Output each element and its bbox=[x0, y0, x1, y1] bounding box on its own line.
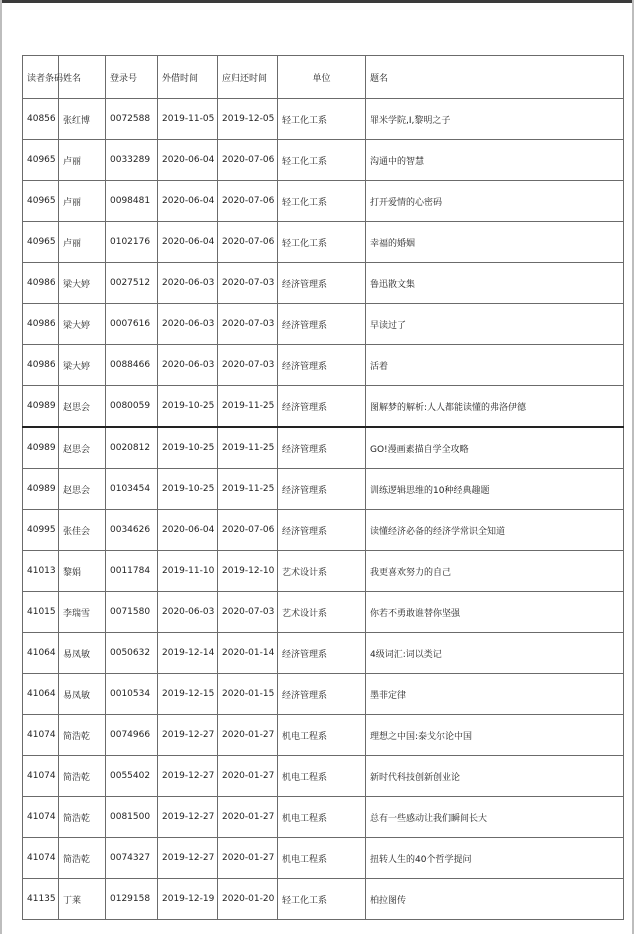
cell-loan-date: 2019-10-25 bbox=[158, 386, 218, 428]
table-row bbox=[23, 427, 624, 469]
header-row bbox=[23, 56, 624, 99]
cell-loan-date: 2020-06-04 bbox=[158, 222, 218, 263]
cell-reader-barcode: 40965 bbox=[23, 140, 59, 181]
cell-title: 4级词汇:词以类记 bbox=[366, 633, 624, 674]
cell-name: 易凤敏 bbox=[59, 674, 106, 715]
header-name: 姓名 bbox=[59, 56, 106, 99]
cell-loan-date: 2019-12-19 bbox=[158, 879, 218, 920]
cell-name: 简浩乾 bbox=[59, 838, 106, 879]
cell-name: 张红博 bbox=[59, 99, 106, 140]
cell-loan-date: 2019-12-14 bbox=[158, 633, 218, 674]
cell-name: 赵思会 bbox=[59, 427, 106, 469]
cell-department: 经济管理系 bbox=[278, 386, 366, 428]
table-row bbox=[23, 99, 624, 140]
cell-accession-number: 0103454 bbox=[106, 469, 158, 510]
cell-title: 理想之中国:泰戈尔论中国 bbox=[366, 715, 624, 756]
cell-department: 艺术设计系 bbox=[278, 551, 366, 592]
cell-reader-barcode: 41013 bbox=[23, 551, 59, 592]
cell-title: 罪米学院,I,黎明之子 bbox=[366, 99, 624, 140]
cell-reader-barcode: 40986 bbox=[23, 304, 59, 345]
table-row bbox=[23, 756, 624, 797]
cell-accession-number: 0055402 bbox=[106, 756, 158, 797]
cell-name: 卢丽 bbox=[59, 222, 106, 263]
cell-accession-number: 0074327 bbox=[106, 838, 158, 879]
cell-due-date: 2020-01-20 bbox=[218, 879, 278, 920]
cell-title: 新时代科技创新创业论 bbox=[366, 756, 624, 797]
table-row bbox=[23, 797, 624, 838]
cell-due-date: 2019-12-05 bbox=[218, 99, 278, 140]
table-row bbox=[23, 551, 624, 592]
cell-name: 卢丽 bbox=[59, 181, 106, 222]
cell-title: 早读过了 bbox=[366, 304, 624, 345]
cell-accession-number: 0020812 bbox=[106, 427, 158, 469]
cell-due-date: 2020-07-06 bbox=[218, 222, 278, 263]
cell-department: 经济管理系 bbox=[278, 510, 366, 551]
cell-reader-barcode: 40965 bbox=[23, 181, 59, 222]
cell-loan-date: 2019-11-05 bbox=[158, 99, 218, 140]
header-loan-date: 外借时间 bbox=[158, 56, 218, 99]
cell-reader-barcode: 40989 bbox=[23, 469, 59, 510]
cell-loan-date: 2019-10-25 bbox=[158, 469, 218, 510]
cell-title: 你若不勇敢谁替你坚强 bbox=[366, 592, 624, 633]
cell-title: 训练逻辑思维的10种经典趣题 bbox=[366, 469, 624, 510]
cell-loan-date: 2019-11-10 bbox=[158, 551, 218, 592]
cell-title: 图解梦的解析:人人都能读懂的弗洛伊德 bbox=[366, 386, 624, 428]
cell-due-date: 2019-11-25 bbox=[218, 427, 278, 469]
cell-reader-barcode: 40995 bbox=[23, 510, 59, 551]
cell-loan-date: 2019-12-15 bbox=[158, 674, 218, 715]
table-row bbox=[23, 140, 624, 181]
table-row bbox=[23, 510, 624, 551]
cell-due-date: 2020-01-27 bbox=[218, 715, 278, 756]
cell-accession-number: 0034626 bbox=[106, 510, 158, 551]
cell-loan-date: 2019-10-25 bbox=[158, 427, 218, 469]
cell-title: 总有一些感动让我们瞬间长大 bbox=[366, 797, 624, 838]
loan-records-table bbox=[22, 55, 624, 920]
cell-title: 沟通中的智慧 bbox=[366, 140, 624, 181]
cell-accession-number: 0081500 bbox=[106, 797, 158, 838]
cell-loan-date: 2019-12-27 bbox=[158, 715, 218, 756]
cell-title: 扭转人生的40个哲学提问 bbox=[366, 838, 624, 879]
table-row bbox=[23, 592, 624, 633]
table-row bbox=[23, 879, 624, 920]
cell-department: 机电工程系 bbox=[278, 797, 366, 838]
cell-due-date: 2020-01-27 bbox=[218, 756, 278, 797]
cell-reader-barcode: 41064 bbox=[23, 674, 59, 715]
table-row bbox=[23, 263, 624, 304]
cell-title: 鲁迅散文集 bbox=[366, 263, 624, 304]
cell-accession-number: 0010534 bbox=[106, 674, 158, 715]
cell-name: 赵思会 bbox=[59, 386, 106, 428]
cell-due-date: 2020-07-06 bbox=[218, 510, 278, 551]
cell-reader-barcode: 40856 bbox=[23, 99, 59, 140]
cell-department: 经济管理系 bbox=[278, 345, 366, 386]
cell-loan-date: 2019-12-27 bbox=[158, 797, 218, 838]
cell-loan-date: 2020-06-03 bbox=[158, 263, 218, 304]
cell-accession-number: 0007616 bbox=[106, 304, 158, 345]
cell-name: 简浩乾 bbox=[59, 797, 106, 838]
table-row bbox=[23, 222, 624, 263]
table-row bbox=[23, 181, 624, 222]
cell-reader-barcode: 41074 bbox=[23, 715, 59, 756]
cell-loan-date: 2020-06-03 bbox=[158, 304, 218, 345]
cell-reader-barcode: 41015 bbox=[23, 592, 59, 633]
cell-department: 轻工化工系 bbox=[278, 99, 366, 140]
top-border bbox=[0, 0, 634, 3]
cell-name: 梁大婷 bbox=[59, 263, 106, 304]
cell-name: 简浩乾 bbox=[59, 715, 106, 756]
cell-accession-number: 0074966 bbox=[106, 715, 158, 756]
cell-accession-number: 0129158 bbox=[106, 879, 158, 920]
cell-loan-date: 2020-06-04 bbox=[158, 181, 218, 222]
cell-name: 易凤敏 bbox=[59, 633, 106, 674]
cell-due-date: 2020-01-14 bbox=[218, 633, 278, 674]
cell-loan-date: 2019-12-27 bbox=[158, 756, 218, 797]
table-row bbox=[23, 386, 624, 428]
cell-title: GO!漫画素描自学全攻略 bbox=[366, 427, 624, 469]
cell-department: 经济管理系 bbox=[278, 469, 366, 510]
cell-title: 柏拉图传 bbox=[366, 879, 624, 920]
cell-due-date: 2020-01-15 bbox=[218, 674, 278, 715]
cell-department: 轻工化工系 bbox=[278, 222, 366, 263]
table-row bbox=[23, 715, 624, 756]
cell-accession-number: 0033289 bbox=[106, 140, 158, 181]
cell-department: 经济管理系 bbox=[278, 304, 366, 345]
cell-reader-barcode: 40989 bbox=[23, 386, 59, 428]
cell-accession-number: 0050632 bbox=[106, 633, 158, 674]
cell-name: 黎娟 bbox=[59, 551, 106, 592]
cell-due-date: 2020-07-03 bbox=[218, 304, 278, 345]
table-row bbox=[23, 469, 624, 510]
header-due-date: 应归还时间 bbox=[218, 56, 278, 99]
table-row bbox=[23, 633, 624, 674]
cell-reader-barcode: 41064 bbox=[23, 633, 59, 674]
header-accession-number: 登录号 bbox=[106, 56, 158, 99]
cell-department: 机电工程系 bbox=[278, 715, 366, 756]
cell-due-date: 2020-01-27 bbox=[218, 797, 278, 838]
cell-due-date: 2020-07-06 bbox=[218, 140, 278, 181]
cell-reader-barcode: 40986 bbox=[23, 345, 59, 386]
cell-loan-date: 2020-06-04 bbox=[158, 510, 218, 551]
cell-title: 活着 bbox=[366, 345, 624, 386]
cell-department: 艺术设计系 bbox=[278, 592, 366, 633]
cell-department: 轻工化工系 bbox=[278, 181, 366, 222]
cell-due-date: 2019-11-25 bbox=[218, 386, 278, 428]
table-row bbox=[23, 838, 624, 879]
cell-department: 轻工化工系 bbox=[278, 140, 366, 181]
cell-name: 简浩乾 bbox=[59, 756, 106, 797]
cell-title: 打开爱情的心密码 bbox=[366, 181, 624, 222]
cell-department: 机电工程系 bbox=[278, 756, 366, 797]
cell-reader-barcode: 40965 bbox=[23, 222, 59, 263]
cell-accession-number: 0011784 bbox=[106, 551, 158, 592]
cell-reader-barcode: 41074 bbox=[23, 756, 59, 797]
cell-accession-number: 0027512 bbox=[106, 263, 158, 304]
cell-accession-number: 0098481 bbox=[106, 181, 158, 222]
cell-due-date: 2020-07-03 bbox=[218, 263, 278, 304]
cell-reader-barcode: 41074 bbox=[23, 797, 59, 838]
cell-loan-date: 2020-06-03 bbox=[158, 345, 218, 386]
cell-name: 赵思会 bbox=[59, 469, 106, 510]
cell-department: 经济管理系 bbox=[278, 674, 366, 715]
cell-accession-number: 0072588 bbox=[106, 99, 158, 140]
cell-title: 墨菲定律 bbox=[366, 674, 624, 715]
header-title: 题名 bbox=[366, 56, 624, 99]
cell-reader-barcode: 41074 bbox=[23, 838, 59, 879]
cell-accession-number: 0088466 bbox=[106, 345, 158, 386]
cell-name: 张佳会 bbox=[59, 510, 106, 551]
cell-due-date: 2020-07-03 bbox=[218, 592, 278, 633]
cell-title: 幸福的婚姻 bbox=[366, 222, 624, 263]
cell-due-date: 2019-12-10 bbox=[218, 551, 278, 592]
cell-loan-date: 2020-06-04 bbox=[158, 140, 218, 181]
cell-title: 读懂经济必备的经济学常识全知道 bbox=[366, 510, 624, 551]
cell-accession-number: 0071580 bbox=[106, 592, 158, 633]
cell-department: 机电工程系 bbox=[278, 838, 366, 879]
cell-department: 经济管理系 bbox=[278, 427, 366, 469]
cell-due-date: 2020-01-27 bbox=[218, 838, 278, 879]
cell-title: 我更喜欢努力的自己 bbox=[366, 551, 624, 592]
left-border bbox=[0, 0, 2, 934]
cell-accession-number: 0102176 bbox=[106, 222, 158, 263]
cell-name: 丁莱 bbox=[59, 879, 106, 920]
cell-due-date: 2020-07-06 bbox=[218, 181, 278, 222]
cell-department: 经济管理系 bbox=[278, 633, 366, 674]
cell-reader-barcode: 40989 bbox=[23, 427, 59, 469]
cell-loan-date: 2019-12-27 bbox=[158, 838, 218, 879]
header-reader-barcode: 读者条码 bbox=[23, 56, 59, 99]
cell-name: 李瑞雪 bbox=[59, 592, 106, 633]
table-row bbox=[23, 674, 624, 715]
cell-reader-barcode: 41135 bbox=[23, 879, 59, 920]
cell-department: 经济管理系 bbox=[278, 263, 366, 304]
table-row bbox=[23, 345, 624, 386]
cell-loan-date: 2020-06-03 bbox=[158, 592, 218, 633]
cell-due-date: 2020-07-03 bbox=[218, 345, 278, 386]
cell-accession-number: 0080059 bbox=[106, 386, 158, 428]
cell-due-date: 2019-11-25 bbox=[218, 469, 278, 510]
cell-name: 卢丽 bbox=[59, 140, 106, 181]
cell-name: 梁大婷 bbox=[59, 304, 106, 345]
cell-reader-barcode: 40986 bbox=[23, 263, 59, 304]
table-row bbox=[23, 304, 624, 345]
header-department: 单位 bbox=[278, 56, 366, 99]
cell-department: 轻工化工系 bbox=[278, 879, 366, 920]
cell-name: 梁大婷 bbox=[59, 345, 106, 386]
